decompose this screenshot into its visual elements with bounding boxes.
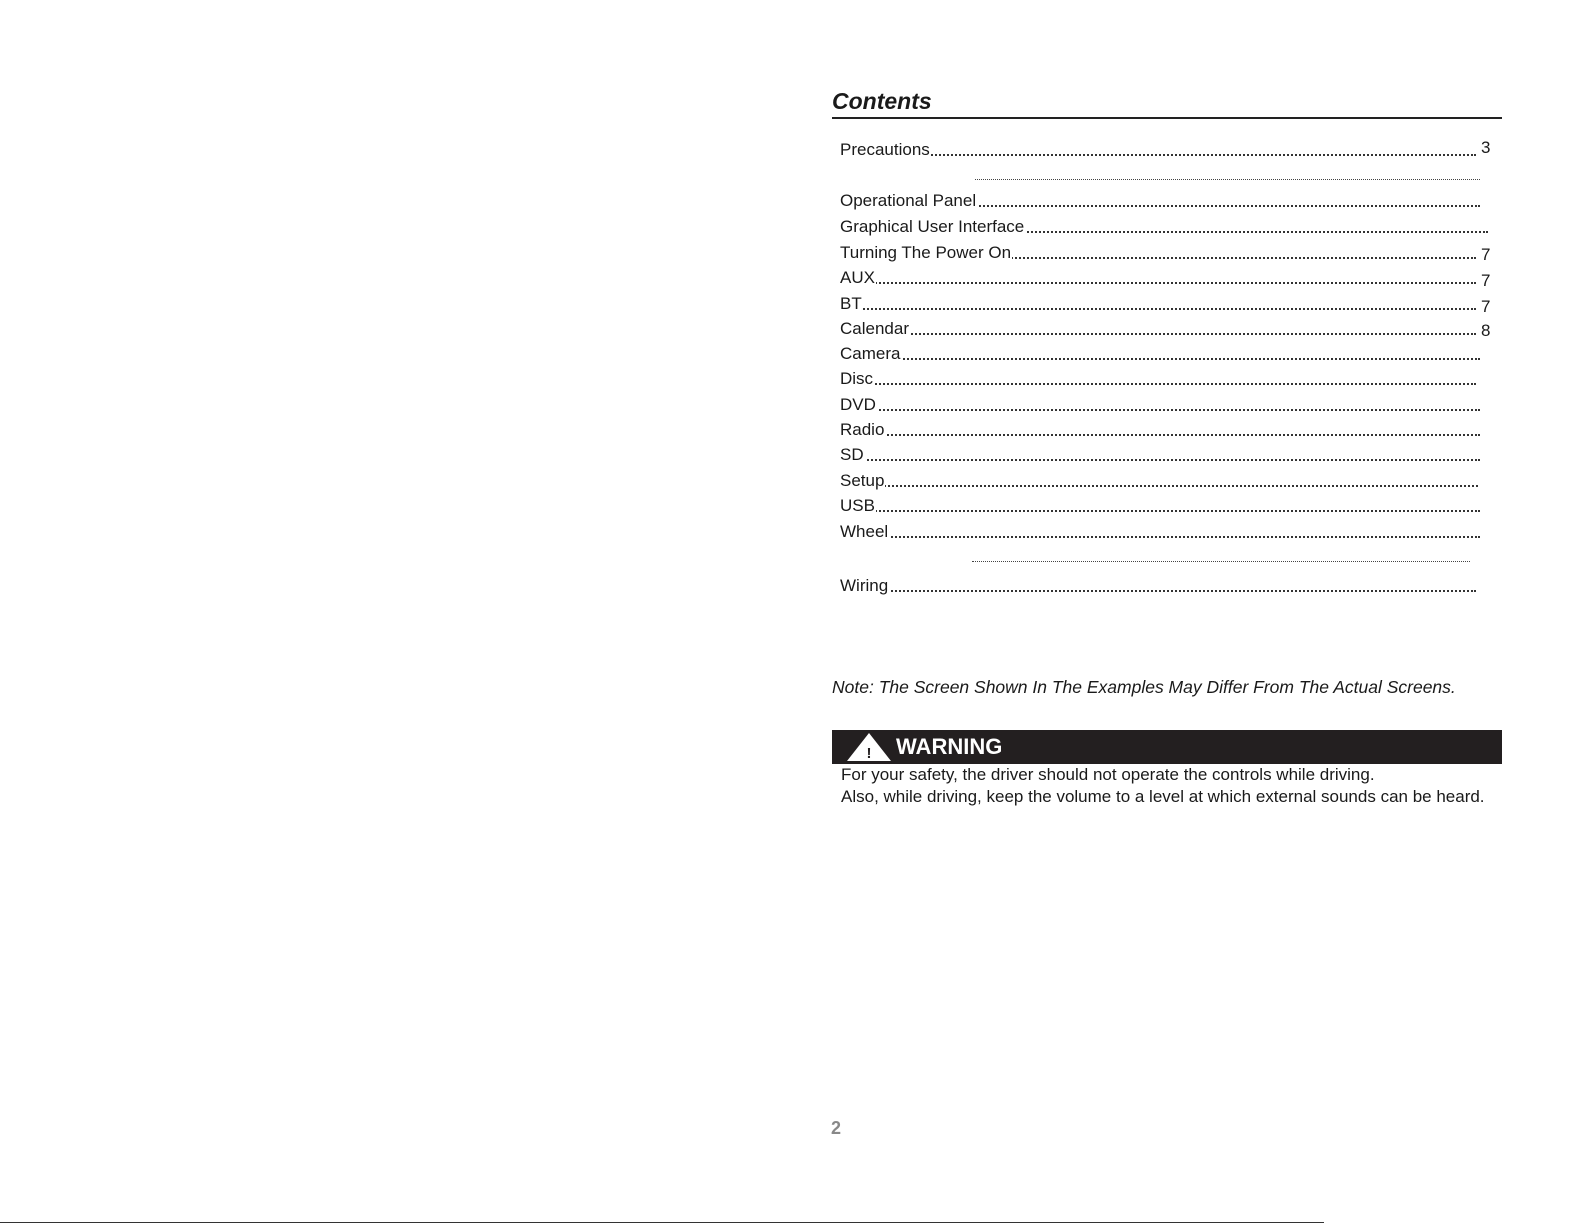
toc-entry[interactable]: BT — [840, 293, 1476, 315]
warning-icon-symbol: ! — [866, 745, 872, 762]
toc-page-number: 7 — [1481, 297, 1491, 316]
warning-line: Also, while driving, keep the volume to a level at which external sounds can be heard. — [841, 786, 1485, 806]
toc-entry[interactable]: Camera — [840, 343, 1480, 365]
dotted-leader-line — [975, 179, 1480, 180]
page-number: 2 — [831, 1118, 842, 1138]
bottom-rule — [0, 1222, 1324, 1223]
toc-entry[interactable]: Setup — [840, 470, 1478, 492]
warning-line: For your safety, the driver should not operate the controls while driving. — [841, 765, 1375, 784]
toc-entry[interactable]: Precautions — [840, 139, 1476, 161]
warning-title: WARNING — [896, 734, 1003, 759]
toc-entry[interactable]: USB — [840, 495, 1480, 517]
toc-entry[interactable]: Disc — [840, 368, 1476, 390]
toc-entry[interactable]: Calendar — [840, 318, 1476, 340]
warning-text — [841, 764, 1501, 807]
toc-entry[interactable]: DVD — [840, 394, 1480, 416]
toc-page-number: 3 — [1481, 138, 1491, 157]
title-rule — [832, 117, 1502, 119]
toc-entry[interactable]: SD — [840, 444, 1480, 466]
screen-note: Note: The Screen Shown In The Examples May Differ From The Actual Screens. — [832, 677, 1456, 697]
contents-title: Contents — [832, 88, 932, 114]
warning-triangle-icon — [846, 732, 892, 762]
toc-entry[interactable]: Radio — [840, 419, 1480, 441]
dotted-leader-line — [972, 561, 1470, 562]
toc-entry[interactable]: Wiring — [840, 575, 1476, 597]
toc-page-number: 7 — [1481, 245, 1491, 264]
toc-entry[interactable]: Turning The Power On — [840, 242, 1476, 264]
toc-page-number: 8 — [1481, 321, 1491, 340]
toc-entry[interactable]: Graphical User Interface — [840, 216, 1488, 238]
toc-entry[interactable]: AUX — [840, 267, 1476, 289]
toc-page-number: 7 — [1481, 271, 1491, 290]
toc-entry[interactable]: Wheel — [840, 521, 1480, 543]
warning-bar — [832, 730, 1502, 764]
toc-entry[interactable]: Operational Panel — [840, 190, 1480, 212]
